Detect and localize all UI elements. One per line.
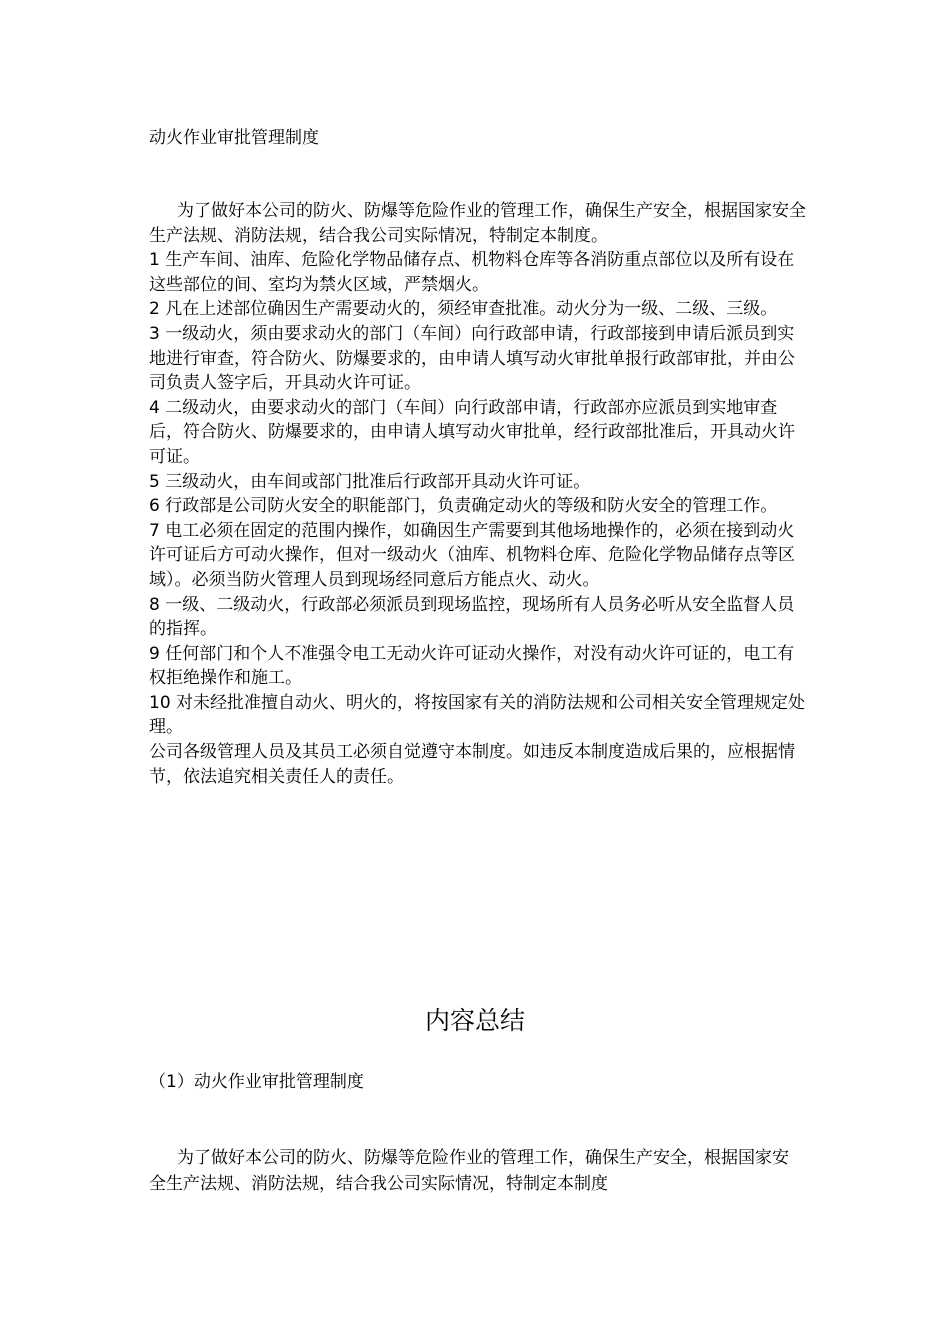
rule-item-6: 6 行政部是公司防火安全的职能部门，负责确定动火的等级和防火安全的管理工作。 xyxy=(149,496,778,517)
intro-paragraph: 为了做好本公司的防火、防爆等危险作业的管理工作，确保生产安全，根据国家安全生产法规、消防法规，结合我公司实际情况，特制定本制度。 xyxy=(149,201,806,246)
rule-item-10: 10 对未经批准擅自动火、明火的，将按国家有关的消防法规和公司相关安全管理规定处理。 xyxy=(149,692,806,738)
rule-item-1: 1 生产车间、油库、危险化学物品储存点、机物料仓库等各消防重点部位以及所有设在这些部位的间、室均为禁火区域，严禁烟火。 xyxy=(149,250,795,295)
summary-text: 为了做好本公司的防火、防爆等危险作业的管理工作，确保生产安全，根据国家安全生产法规、消防法规，结合我公司实际情况，特制定本制度 xyxy=(149,1148,789,1194)
rule-item-8: 8 一级、二级动火，行政部必须派员到现场监控，现场所有人员务必听从安全监督人员的指挥。 xyxy=(149,594,795,640)
summary-subtitle: （1）动火作业审批管理制度 xyxy=(149,1072,364,1092)
rule-item-5: 5 三级动火，由车间或部门批准后行政部开具动火许可证。 xyxy=(149,471,591,492)
closing-paragraph: 公司各级管理人员及其员工必须自觉遵守本制度。如违反本制度造成后果的，应根据情节，依法追究相关责任人的责任。 xyxy=(149,742,795,787)
document-body xyxy=(149,199,809,789)
rule-item-2: 2 凡在上述部位确因生产需要动火的，须经审查批准。动火分为一级、二级、三级。 xyxy=(149,299,778,320)
rule-item-9: 9 任何部门和个人不准强令电工无动火许可证动火操作，对没有动火许可证的，电工有权拒绝操作和施工。 xyxy=(149,643,795,689)
summary-heading: 内容总结 xyxy=(424,1006,525,1035)
rule-item-4: 4 二级动火，由要求动火的部门（车间）向行政部申请，行政部亦应派员到实地审查后，符合防火、防爆要求的，由申请人填写动火审批单，经行政部批准后，开具动火许可证。 xyxy=(149,397,795,467)
document-title: 动火作业审批管理制度 xyxy=(149,128,319,148)
rule-item-7: 7 电工必须在固定的范围内操作，如确因生产需要到其他场地操作的，必须在接到动火许可证后方可动火操作，但对一级动火（油库、机物料仓库、危险化学物品储存点等区域）。必须当防火管理人员到现场经同意后方能点火、动火。 xyxy=(149,520,795,590)
rule-item-3: 3 一级动火，须由要求动火的部门（车间）向行政部申请，行政部接到申请后派员到实地进行审查，符合防火、防爆要求的，由申请人填写动火审批单报行政部审批，并由公司负责人签字后，开具动火许可证。 xyxy=(149,323,795,394)
